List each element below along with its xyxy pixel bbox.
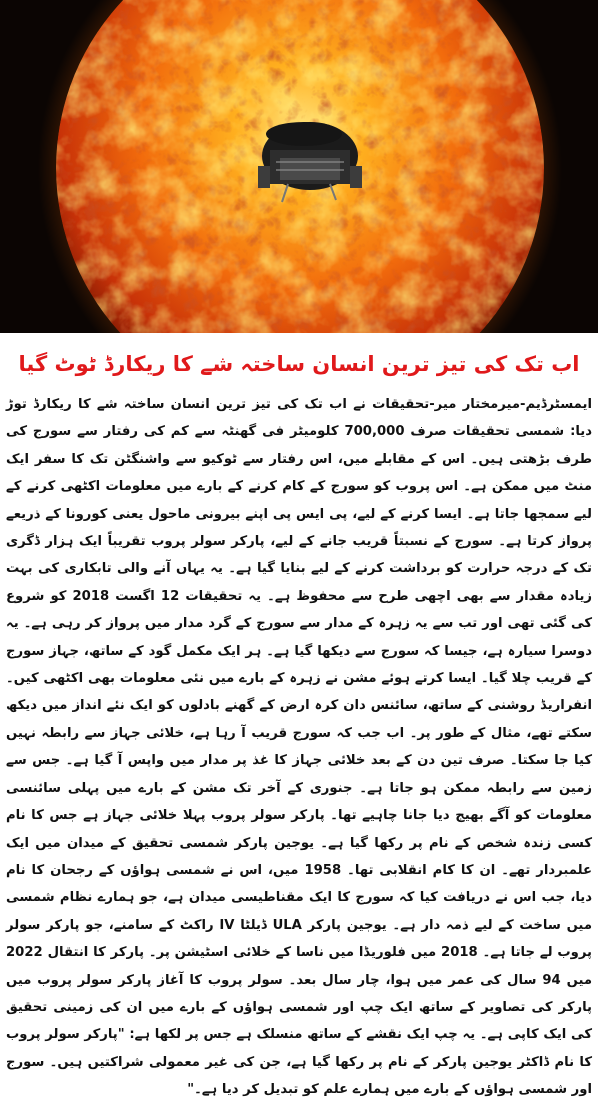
article-paragraph: ایمسٹرڈیم-میرمختار میر-تحقیقات نے اب تک کی تیز ترین انسان ساختہ شے کا ریکارڈ توڑ دیا: شمسی تحقیقات صرف 700,000 کلومیٹر فی گھنٹہ سے کم کی رفتار سے سورج کی طرف بڑھتی ہیں۔ اس کے مقابلے میں، اس رفتار سے ٹوکیو سے واشنگٹن تک کا سفر ایک منٹ میں ممکن ہے۔ اس پروب کو سورج کے کام کرنے کے بارے میں معلومات اکٹھی کرنے کے لیے سمجھا جاتا ہے۔ ایسا کرنے کے لیے، پی ایس پی اپنے بیرونی ماحول یعنی کورونا کے ذریعے پرواز کرتا ہے۔ سورج کے نسبتاً قریب جانے کے لیے، پارکر سولر پروب تقریباً ایک ہزار ڈگری تک کے درجہ حرارت کو برداشت کرنے کے لیے بنایا گیا ہے۔ یہ یہاں آنے والی تابکاری کی بہت زیادہ مقدار سے بھی اچھی طرح سے محفوظ ہے۔ یہ تحقیقات 12 اگست 2018 کو شروع کی گئی تھی اور تب سے یہ زہرہ کے مدار سے سورج کے گرد مدار میں پرواز کر رہی ہے۔ یہ دوسرا سیارہ ہے، جیسا کہ سورج سے دیکھا گیا ہے۔ ہر ایک مکمل گود کے ساتھ، جہاز سورج کے قریب چلا گیا۔ ایسا کرتے ہوئے مشن نے زہرہ کے بارے میں نئی معلومات بھی اکٹھی کیں۔ انفراریڈ روشنی کے ساتھ، سائنس دان کرہ ارض کے گھنے بادلوں کو ایک نئے انداز میں دیکھ سکتے تھے، مثال کے طور پر۔ اب جب کہ سورج قریب آ رہا ہے، خلائی جہاز سے رابطہ نہیں کیا جا سکتا۔ صرف تین دن کے بعد خلائی جہاز کا غذ پر مدار میں واپس آ گیا ہے۔ جس سے زمین سے رابطہ ممکن ہو جاتا ہے۔ جنوری کے آخر تک مشن کے بارے میں پہلی سائنسی معلومات کو آگے بھیج دیا جانا چاہیے تھا۔ پارکر سولر پروب پہلا خلائی جہاز ہے جس کا نام کسی زندہ شخص کے نام پر رکھا گیا ہے۔ یوجین پارکر شمسی تحقیق کے میدان میں ایک علمبردار تھے۔ ان کا کام انقلابی تھا۔ 1958 میں، اس نے شمسی ہواؤں کے رجحان کا نام دیا، جب اس نے دریافت کیا کہ سورج کا ایک مقناطیسی میدان ہے، جو ہمارے نظام شمسی میں ساخت کے لیے ذمہ دار ہے۔ یوجین پارکر ULA ڈیلٹا IV راکٹ کے سامنے، جو پارکر سولر پروب لے جاتا ہے۔ 2018 میں فلوریڈا میں ناسا کے خلائی اسٹیشن پر۔ پارکر کا انتقال 2022 میں 94 سال کی عمر میں ہوا، چار سال بعد۔ سولر پروب کا آغاز پارکر سولر پروب میں پارکر کی تصاویر کے ساتھ ایک چپ اور شمسی ہواؤں کے بارے میں ان کی زمینی تحقیق کی ایک کاپی ہے۔ یہ چپ ایک نقشے کے ساتھ منسلک ہے جس پر لکھا ہے: "پارکر سولر پروب کا نام ڈاکٹر یوجین پارکر کے نام پر رکھا گیا ہے، جن کی غیر معمولی شراکتیں ہیں۔ سورج اور شمسی ہواؤں کے بارے میں ہمارے علم کو تبدیل کر دیا ہے۔" [6, 397, 593, 1098]
article-headline: اب تک کی تیز ترین انسان ساختہ شے کا ریکارڈ ٹوٹ گیا [18, 352, 580, 376]
sun-probe-illustration [0, 0, 598, 333]
article-body [6, 391, 592, 1104]
hero-image [0, 0, 598, 333]
